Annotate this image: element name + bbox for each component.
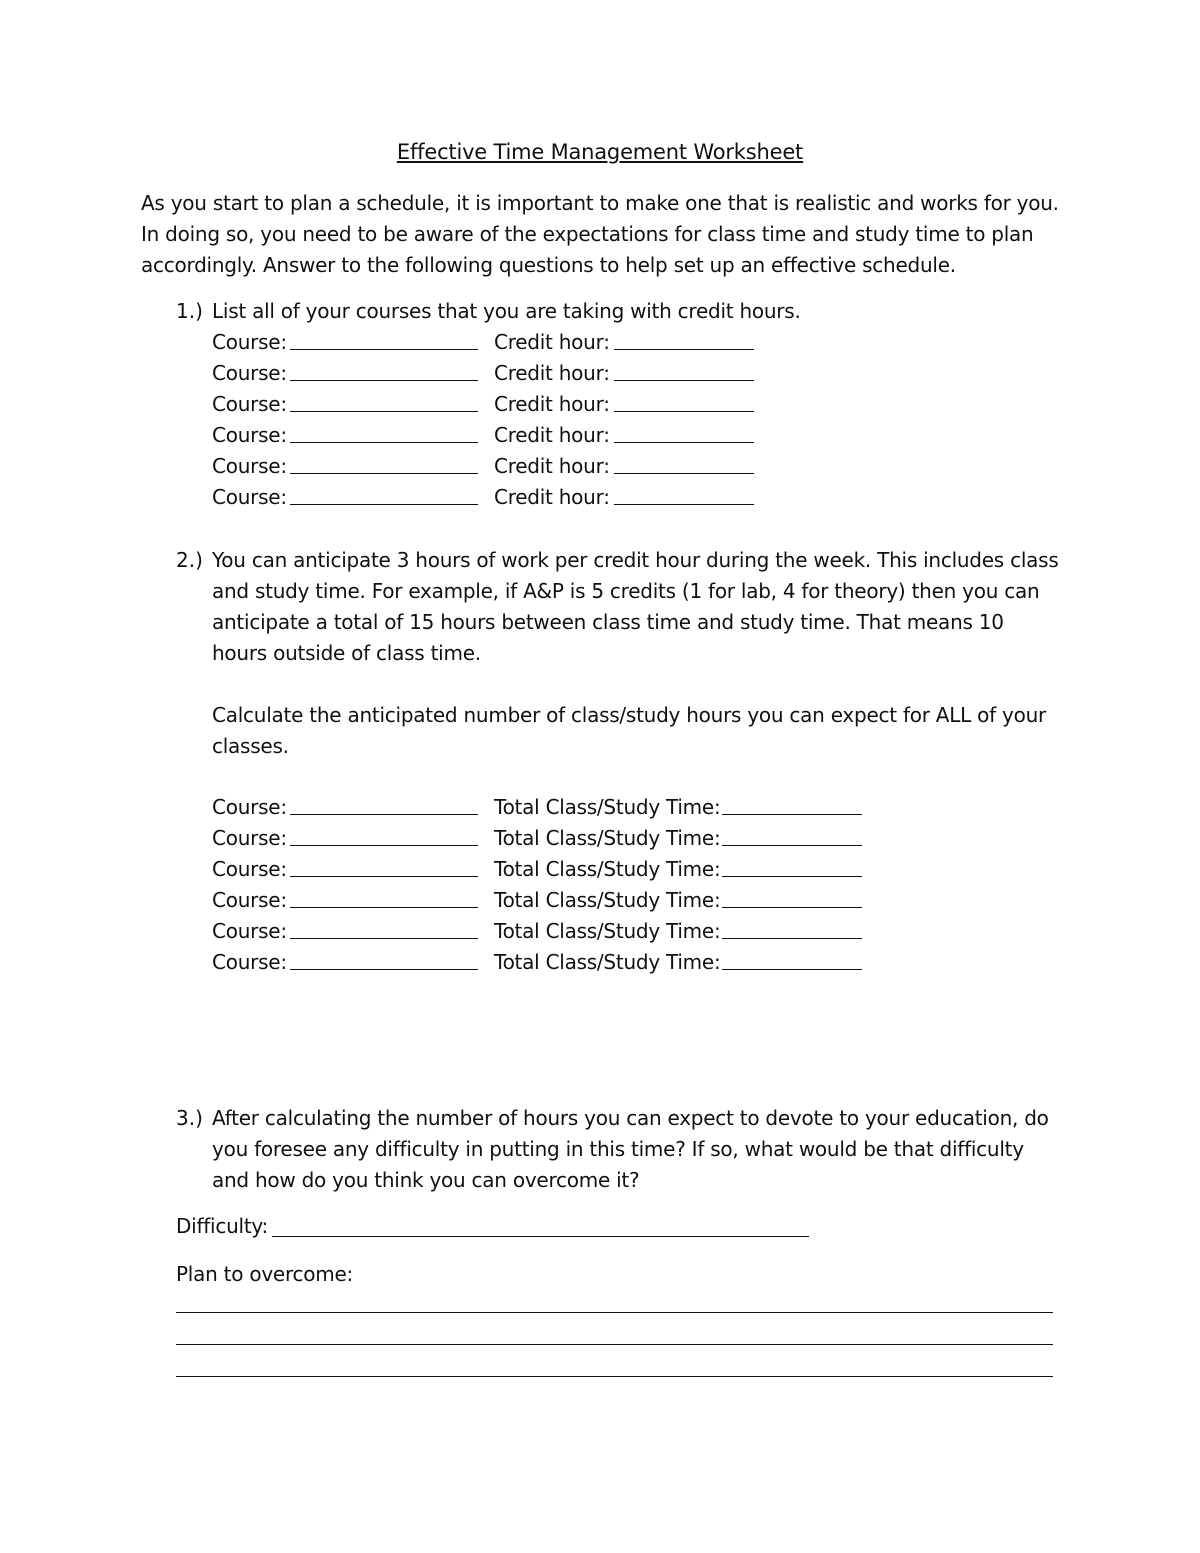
credit-hour-blank[interactable] [614,411,754,412]
credit-hour-blank[interactable] [614,504,754,505]
course-blank[interactable] [290,442,478,443]
course-blank[interactable] [290,876,478,877]
course-blank[interactable] [290,380,478,381]
intro-paragraph: As you start to plan a schedule, it is important to make one that is realistic and works for you. In doing so, you need to be aware of the expectations for class time and study time to plan accordingly. Answer to the following questions to help set up an effective schedule. [141,191,1059,277]
credit-hour-label: Credit hour: [494,454,610,478]
total-time-label: Total Class/Study Time: [494,795,721,819]
course-blank[interactable] [290,969,478,970]
total-time-blank[interactable] [722,876,862,877]
course-blank[interactable] [290,845,478,846]
question-3-number: 3.) [176,1106,203,1130]
total-time-label: Total Class/Study Time: [494,888,721,912]
course-label: Course: [212,330,287,354]
total-time-label: Total Class/Study Time: [494,857,721,881]
course-blank[interactable] [290,814,478,815]
course-label: Course: [212,392,287,416]
question-1-number: 1.) [176,299,203,323]
credit-hour-blank[interactable] [614,473,754,474]
course-blank[interactable] [290,473,478,474]
course-label: Course: [212,888,287,912]
course-blank[interactable] [290,938,478,939]
credit-hour-blank[interactable] [614,349,754,350]
course-label: Course: [212,795,287,819]
total-time-blank[interactable] [722,814,862,815]
course-blank[interactable] [290,349,478,350]
credit-hour-label: Credit hour: [494,330,610,354]
course-label: Course: [212,361,287,385]
plan-blank-line[interactable] [176,1312,1053,1313]
course-label: Course: [212,485,287,509]
question-1-text: List all of your courses that you are taking with credit hours. [212,299,801,323]
credit-hour-label: Credit hour: [494,485,610,509]
page-title: Effective Time Management Worksheet [396,140,804,164]
course-label: Course: [212,826,287,850]
difficulty-label: Difficulty: [176,1214,269,1238]
total-time-label: Total Class/Study Time: [494,826,721,850]
credit-hour-label: Credit hour: [494,423,610,447]
course-label: Course: [212,919,287,943]
course-label: Course: [212,454,287,478]
question-2-text: You can anticipate 3 hours of work per credit hour during the week. This includes class and study time. For example, if A&P is 5 credits (1 for lab, 4 for theory) then you can anticipate a total of 15 hours between class time and study time. That means 10 hours outside of class time. [212,548,1059,665]
total-time-label: Total Class/Study Time: [494,950,721,974]
credit-hour-blank[interactable] [614,380,754,381]
course-label: Course: [212,950,287,974]
course-blank[interactable] [290,907,478,908]
course-label: Course: [212,857,287,881]
credit-hour-blank[interactable] [614,442,754,443]
course-label: Course: [212,423,287,447]
total-time-blank[interactable] [722,969,862,970]
total-time-blank[interactable] [722,845,862,846]
plan-blank-line[interactable] [176,1344,1053,1345]
question-3-text: After calculating the number of hours you can expect to devote to your education, do you foresee any difficulty in putting in this time? If so, what would be that difficulty and how do you think you can overcome it? [212,1106,1049,1192]
question-2-calc-text: Calculate the anticipated number of class/study hours you can expect for ALL of your classes. [212,703,1046,758]
course-blank[interactable] [290,411,478,412]
plan-blank-line[interactable] [176,1376,1053,1377]
credit-hour-label: Credit hour: [494,361,610,385]
plan-label: Plan to overcome: [176,1262,354,1286]
difficulty-blank[interactable] [272,1236,809,1237]
total-time-label: Total Class/Study Time: [494,919,721,943]
question-2-number: 2.) [176,548,203,572]
total-time-blank[interactable] [722,907,862,908]
credit-hour-label: Credit hour: [494,392,610,416]
total-time-blank[interactable] [722,938,862,939]
course-blank[interactable] [290,504,478,505]
